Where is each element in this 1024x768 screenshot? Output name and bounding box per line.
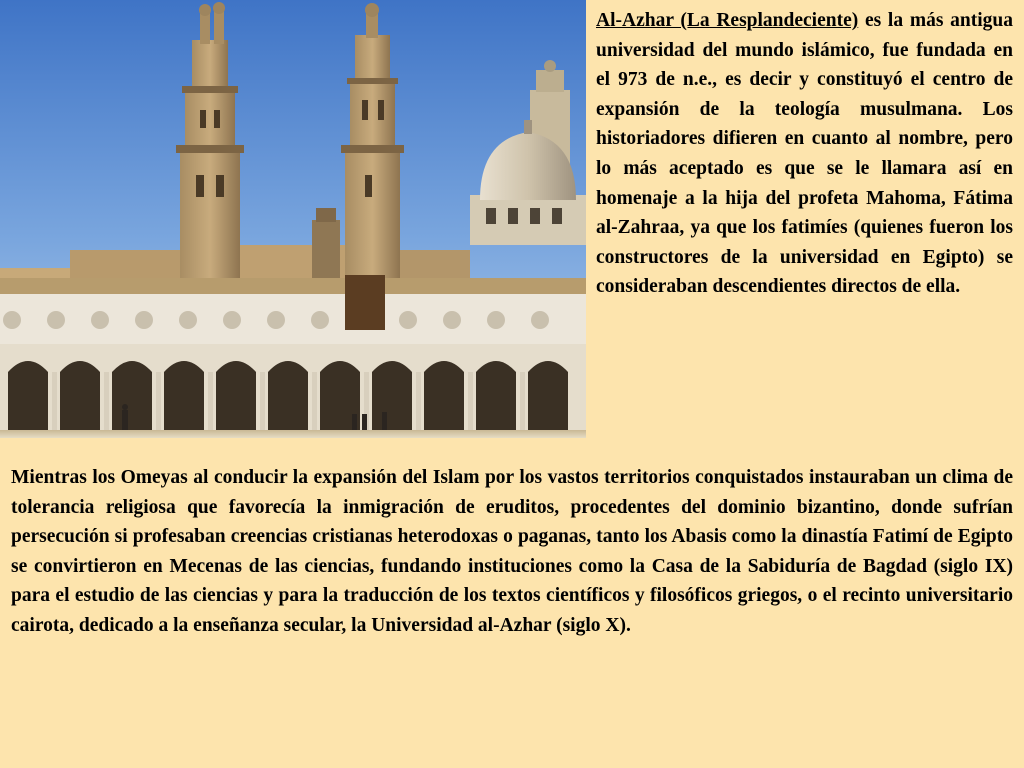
side-paragraph (596, 6, 1013, 302)
side-paragraph-title: Al-Azhar (La Resplandeciente) (596, 10, 859, 31)
main-paragraph: Mientras los Omeyas al conducir la expansión del Islam por los vastos territorios conquistados instauraban un clima de tolerancia religiosa que favorecía la inmigración de eruditos, procedentes del dominio bizantino, donde sufrían persecución si profesaban creencias cristianas heterodoxas o paganas, tanto los Abasis como la dinastía Fatimí de Egipto se convirtieron en Mecenas de las ciencias, fundando instituciones como la Casa de la Sabiduría de Bagdad (siglo IX) para el estudio de las ciencias y para la traducción de los textos científicos y filosóficos griegos, o el recinto universitario cairota, dedicado a la enseñanza secular, la Universidad al-Azhar (siglo X). (11, 467, 1013, 636)
side-paragraph-body: es la más antigua universidad del mundo islámico, fue fundada en el 973 de n.e., es decir y constituyó el centro de expansión de la teología musulmana. Los historiadores difieren en cuanto al nombre, pero lo más aceptado es que se le llamara así en homenaje a la hija del profeta Mahoma, Fátima al-Zahraa, ya que los fatimíes (quienes fueron los constructores de la universidad en Egipto) se consideraban descendientes directos de ella. (596, 10, 1013, 298)
al-azhar-photo (0, 0, 586, 438)
